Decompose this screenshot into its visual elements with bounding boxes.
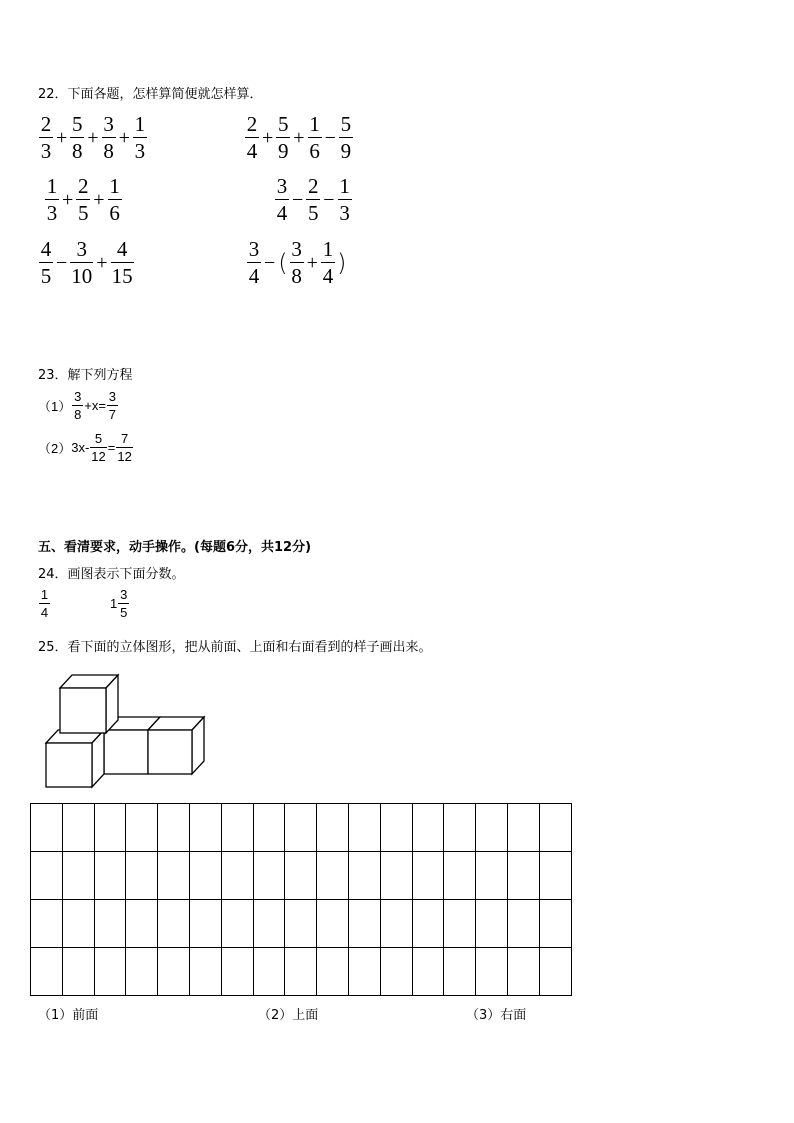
grid-row xyxy=(31,852,572,900)
grid-cell[interactable] xyxy=(31,804,63,852)
numerator: 1 xyxy=(322,237,334,261)
operator: + xyxy=(93,188,105,211)
operator: − xyxy=(56,251,68,274)
item-label: （2） xyxy=(38,441,72,456)
grid-cell[interactable] xyxy=(476,852,508,900)
numerator: 4 xyxy=(40,237,52,261)
grid-cell[interactable] xyxy=(348,804,380,852)
grid-cell[interactable] xyxy=(476,900,508,948)
numerator: 2 xyxy=(246,112,258,136)
grid-cell[interactable] xyxy=(444,900,476,948)
numerator: 1 xyxy=(134,112,146,136)
grid-cell[interactable] xyxy=(317,948,349,996)
grid-cell[interactable] xyxy=(444,948,476,996)
fraction xyxy=(72,390,83,421)
operator: + xyxy=(118,126,130,149)
left-paren: ( xyxy=(278,249,288,277)
denominator: 4 xyxy=(322,264,334,288)
grid-cell[interactable] xyxy=(317,804,349,852)
grid-cell[interactable] xyxy=(126,804,158,852)
denominator: 10 xyxy=(71,264,93,288)
grid-cell[interactable] xyxy=(380,852,412,900)
fraction xyxy=(338,176,352,224)
denominator: 15 xyxy=(111,264,133,288)
fraction xyxy=(70,239,93,287)
grid-cell[interactable] xyxy=(285,948,317,996)
q22-expr-3 xyxy=(44,176,123,224)
operator: + xyxy=(96,251,108,274)
numerator: 3 xyxy=(120,587,128,602)
numerator: 3 xyxy=(76,237,88,261)
grid-cell[interactable] xyxy=(189,948,221,996)
view-label-top: （2）上面 xyxy=(258,1008,319,1023)
fraction xyxy=(39,114,53,162)
denominator: 6 xyxy=(109,201,120,225)
denominator: 8 xyxy=(291,264,302,288)
grid-cell[interactable] xyxy=(253,900,285,948)
q23-title: 23．解下列方程 xyxy=(38,368,133,383)
fraction xyxy=(339,114,353,162)
numerator: 2 xyxy=(40,112,52,136)
q24-fraction-1 xyxy=(38,588,51,619)
grid-cell[interactable] xyxy=(539,852,571,900)
q22-expr-6 xyxy=(246,239,347,287)
denominator: 6 xyxy=(309,139,320,163)
fraction xyxy=(107,390,118,421)
fraction xyxy=(108,176,122,224)
grid-cell[interactable] xyxy=(62,900,94,948)
grid-cell[interactable] xyxy=(158,804,190,852)
numerator: 5 xyxy=(340,112,352,136)
denominator: 4 xyxy=(276,201,288,225)
grid-cell[interactable] xyxy=(539,900,571,948)
grid-cell[interactable] xyxy=(221,948,253,996)
grid-cell[interactable] xyxy=(285,900,317,948)
fraction xyxy=(276,114,290,162)
grid-cell[interactable] xyxy=(412,948,444,996)
grid-cell[interactable] xyxy=(189,852,221,900)
drawing-grid[interactable] xyxy=(30,803,572,996)
grid-cell[interactable] xyxy=(507,948,539,996)
numerator: 1 xyxy=(309,112,320,136)
denominator: 8 xyxy=(103,139,114,163)
denominator: 3 xyxy=(134,139,146,163)
denominator: 4 xyxy=(246,139,258,163)
numerator: 5 xyxy=(94,431,103,446)
operator: − xyxy=(264,251,276,274)
numerator: 7 xyxy=(120,431,129,446)
grid-cell[interactable] xyxy=(285,804,317,852)
item-label: （1） xyxy=(38,399,72,414)
grid-cell[interactable] xyxy=(221,852,253,900)
fraction xyxy=(76,176,90,224)
fraction xyxy=(306,176,320,224)
grid-cell[interactable] xyxy=(126,900,158,948)
grid-cell[interactable] xyxy=(253,948,285,996)
grid-cell[interactable] xyxy=(507,852,539,900)
numerator: 3 xyxy=(74,389,82,404)
grid-cell[interactable] xyxy=(126,948,158,996)
numerator: 1 xyxy=(339,174,350,198)
denominator: 3 xyxy=(339,201,350,225)
grid-cell[interactable] xyxy=(539,948,571,996)
q23-equation-1 xyxy=(38,390,119,421)
denominator: 3 xyxy=(46,201,58,225)
operator: + xyxy=(87,126,99,149)
operator: + xyxy=(262,126,274,149)
grid-cell[interactable] xyxy=(253,804,285,852)
grid-cell[interactable] xyxy=(476,804,508,852)
fraction xyxy=(90,432,106,463)
denominator: 8 xyxy=(74,407,82,422)
fraction xyxy=(116,432,132,463)
numerator: 1 xyxy=(46,174,58,198)
grid-cell[interactable] xyxy=(62,948,94,996)
grid-cell[interactable] xyxy=(539,804,571,852)
fraction xyxy=(133,114,147,162)
grid-cell[interactable] xyxy=(317,852,349,900)
grid-cell[interactable] xyxy=(158,852,190,900)
denominator: 5 xyxy=(78,201,89,225)
whole-number: 1 xyxy=(110,596,118,611)
fraction xyxy=(111,239,134,287)
fraction xyxy=(118,588,129,619)
grid-cell[interactable] xyxy=(507,900,539,948)
equation-text: 3x- xyxy=(71,440,90,455)
fraction xyxy=(39,239,53,287)
grid-row xyxy=(31,804,572,852)
operator: + xyxy=(293,126,305,149)
grid-cell[interactable] xyxy=(348,900,380,948)
grid-cell[interactable] xyxy=(221,804,253,852)
numerator: 1 xyxy=(40,587,49,602)
denominator: 8 xyxy=(72,139,83,163)
view-label-front: （1）前面 xyxy=(38,1008,99,1023)
denominator: 5 xyxy=(120,605,128,620)
right-paren: ) xyxy=(336,249,347,277)
grid-cell[interactable] xyxy=(31,900,63,948)
grid-cell[interactable] xyxy=(126,852,158,900)
operator: − xyxy=(292,188,304,211)
numerator: 5 xyxy=(278,112,289,136)
grid-cell[interactable] xyxy=(348,852,380,900)
q23-equation-2 xyxy=(38,432,134,463)
grid-cell[interactable] xyxy=(412,900,444,948)
grid-cell[interactable] xyxy=(94,852,126,900)
numerator: 4 xyxy=(116,237,128,261)
grid-row xyxy=(31,900,572,948)
q22-title: 22．下面各题，怎样算简便就怎样算． xyxy=(38,87,263,102)
q22-expr-5 xyxy=(38,239,135,287)
grid-cell[interactable] xyxy=(348,948,380,996)
grid-cell[interactable] xyxy=(380,948,412,996)
grid-cell[interactable] xyxy=(31,948,63,996)
numerator: 1 xyxy=(109,174,120,198)
fraction xyxy=(308,114,322,162)
grid-cell[interactable] xyxy=(94,900,126,948)
grid-cell[interactable] xyxy=(31,852,63,900)
numerator: 3 xyxy=(276,174,288,198)
fraction xyxy=(39,588,50,619)
denominator: 4 xyxy=(40,605,49,620)
grid-row xyxy=(31,948,572,996)
denominator: 12 xyxy=(91,449,106,464)
fraction xyxy=(45,176,59,224)
numerator: 5 xyxy=(72,112,83,136)
grid-cell[interactable] xyxy=(62,852,94,900)
equation-text: +x= xyxy=(84,398,106,413)
grid-cell[interactable] xyxy=(285,852,317,900)
grid-cell[interactable] xyxy=(380,900,412,948)
fraction xyxy=(321,239,335,287)
grid-cell[interactable] xyxy=(189,900,221,948)
grid-cell[interactable] xyxy=(507,804,539,852)
numerator: 2 xyxy=(308,174,319,198)
grid-cell[interactable] xyxy=(94,804,126,852)
fraction xyxy=(102,114,116,162)
cube-solid-figure xyxy=(40,670,210,792)
grid-cell[interactable] xyxy=(476,948,508,996)
denominator: 12 xyxy=(117,449,132,464)
grid-cell[interactable] xyxy=(444,804,476,852)
grid-cell[interactable] xyxy=(380,804,412,852)
denominator: 7 xyxy=(108,407,117,422)
numerator: 3 xyxy=(248,237,260,261)
q22-expr-2 xyxy=(244,114,354,162)
grid-cell[interactable] xyxy=(412,804,444,852)
denominator: 4 xyxy=(248,264,260,288)
denominator: 5 xyxy=(40,264,52,288)
grid-cell[interactable] xyxy=(317,900,349,948)
grid-cell[interactable] xyxy=(158,948,190,996)
q22-expr-1 xyxy=(38,114,148,162)
numerator: 3 xyxy=(108,389,117,404)
operator: + xyxy=(56,126,68,149)
q22-expr-4 xyxy=(274,176,353,224)
numerator: 3 xyxy=(291,237,302,261)
q24-mixed-number xyxy=(110,588,130,619)
operator: − xyxy=(324,126,336,149)
view-label-right: （3）右面 xyxy=(466,1008,527,1023)
grid-cell[interactable] xyxy=(221,900,253,948)
q24-title: 24．画图表示下面分数。 xyxy=(38,567,185,582)
grid-cell[interactable] xyxy=(94,948,126,996)
grid-cell[interactable] xyxy=(412,852,444,900)
denominator: 9 xyxy=(340,139,352,163)
q25-title: 25．看下面的立体图形，把从前面、上面和右面看到的样子画出来。 xyxy=(38,640,432,655)
fraction xyxy=(245,114,259,162)
grid-cell[interactable] xyxy=(189,804,221,852)
section-five-heading: 五、看清要求，动手操作。(每题6分，共12分) xyxy=(38,540,312,555)
operator: + xyxy=(62,188,74,211)
fraction xyxy=(275,176,289,224)
equation-text: = xyxy=(107,440,116,455)
numerator: 3 xyxy=(103,112,114,136)
grid-cell[interactable] xyxy=(158,900,190,948)
operator: − xyxy=(323,188,335,211)
denominator: 3 xyxy=(40,139,52,163)
fraction xyxy=(247,239,261,287)
grid-cell[interactable] xyxy=(444,852,476,900)
denominator: 9 xyxy=(278,139,289,163)
fraction xyxy=(70,114,84,162)
fraction xyxy=(290,239,304,287)
grid-cell[interactable] xyxy=(253,852,285,900)
operator: + xyxy=(306,251,318,274)
denominator: 5 xyxy=(308,201,319,225)
numerator: 2 xyxy=(78,174,89,198)
grid-cell[interactable] xyxy=(62,804,94,852)
